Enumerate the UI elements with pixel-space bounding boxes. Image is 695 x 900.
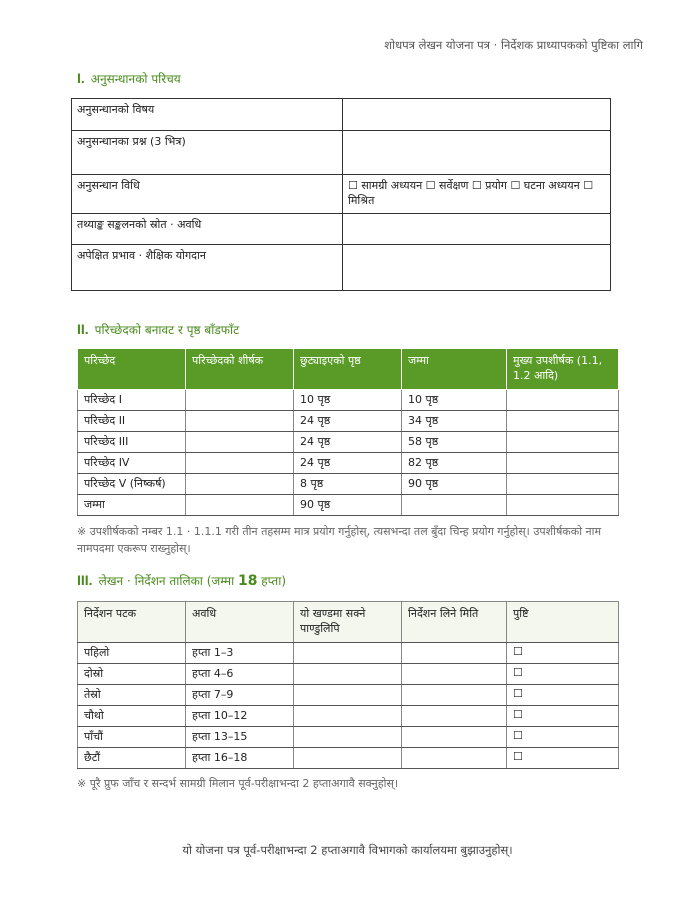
table-row xyxy=(72,245,611,291)
table-cell xyxy=(402,495,507,516)
table-cell[interactable] xyxy=(186,474,294,495)
confirm-checkbox[interactable]: ☐ xyxy=(507,664,619,685)
table-cell: परिच्छेद IV xyxy=(78,453,186,474)
table-cell: हप्ता 7–9 xyxy=(186,685,294,706)
column-header: परिच्छेद xyxy=(78,349,186,390)
table-cell[interactable] xyxy=(507,474,619,495)
section-1-heading xyxy=(77,70,181,87)
confirm-checkbox[interactable]: ☐ xyxy=(507,727,619,748)
table-cell: परिच्छेद III xyxy=(78,432,186,453)
table-row xyxy=(78,727,619,748)
section-2-number: II. xyxy=(77,321,89,337)
table-cell xyxy=(507,495,619,516)
table-cell: छैटौं xyxy=(78,748,186,769)
row-value[interactable] xyxy=(343,131,611,175)
table-row xyxy=(78,474,619,495)
row-label: अपेक्षित प्रभाव · शैक्षिक योगदान xyxy=(72,245,343,291)
table-cell: 58 पृष्ठ xyxy=(402,432,507,453)
table-cell: पहिलो xyxy=(78,643,186,664)
column-header: निर्देशन पटक xyxy=(78,602,186,643)
table-row xyxy=(78,748,619,769)
table-cell: 24 पृष्ठ xyxy=(294,432,402,453)
table-row xyxy=(78,390,619,411)
table-cell: परिच्छेद V (निष्कर्ष) xyxy=(78,474,186,495)
confirm-checkbox[interactable]: ☐ xyxy=(507,685,619,706)
table-cell: 24 पृष्ठ xyxy=(294,411,402,432)
table-row xyxy=(72,175,611,214)
table-cell: 90 पृष्ठ xyxy=(402,474,507,495)
table-row xyxy=(78,495,619,516)
table-row xyxy=(78,453,619,474)
table-cell: 82 पृष्ठ xyxy=(402,453,507,474)
table-cell: 10 पृष्ठ xyxy=(402,390,507,411)
table-cell[interactable] xyxy=(402,685,507,706)
table-cell[interactable] xyxy=(186,411,294,432)
row-label: अनुसन्धान विधि xyxy=(72,175,343,214)
table-cell: जम्मा xyxy=(78,495,186,516)
column-header: पुष्टि xyxy=(507,602,619,643)
table-cell[interactable] xyxy=(402,727,507,748)
row-label: तथ्याङ्क सङ्कलनको स्रोत · अवधि xyxy=(72,214,343,245)
table-cell[interactable] xyxy=(507,453,619,474)
table-cell[interactable] xyxy=(507,432,619,453)
table-cell[interactable] xyxy=(186,390,294,411)
section-2-title: परिच्छेदको बनावट र पृष्ठ बाँडफाँट xyxy=(94,323,240,337)
section-2-note: ※ उपशीर्षकको नम्बर 1.1 · 1.1.1 गरी तीन तहसम्म मात्र प्रयोग गर्नुहोस्, त्यसभन्दा तल बुँदा चिन्ह प्रयोग गर्नुहोस्। उपशीर्षकको नाम नामपदमा एकरूप राख्नुहोस्। xyxy=(77,525,602,555)
page-header: शोधपत्र लेखन योजना पत्र · निर्देशक प्राध्यापकको पुष्टिका लागि xyxy=(384,38,643,52)
table-cell[interactable] xyxy=(507,411,619,432)
section-2-heading xyxy=(77,321,239,338)
table-cell: परिच्छेद I xyxy=(78,390,186,411)
column-header: यो खण्डमा सक्ने पाण्डुलिपि xyxy=(294,602,402,643)
column-header: मुख्य उपशीर्षक (1.1, 1.2 आदि) xyxy=(507,349,619,390)
column-header: जम्मा xyxy=(402,349,507,390)
table-cell: 8 पृष्ठ xyxy=(294,474,402,495)
confirm-checkbox[interactable]: ☐ xyxy=(507,706,619,727)
confirm-checkbox[interactable]: ☐ xyxy=(507,748,619,769)
table-cell: दोस्रो xyxy=(78,664,186,685)
column-header: परिच्छेदको शीर्षक xyxy=(186,349,294,390)
section-3-note: ※ पूरै प्रुफ जाँच र सन्दर्भ सामग्री मिलान पूर्व-परीक्षाभन्दा 2 हप्ताअगावै सक्नुहोस्। xyxy=(77,777,399,790)
row-value[interactable] xyxy=(343,245,611,291)
table-cell[interactable] xyxy=(294,748,402,769)
guidance-schedule-table xyxy=(77,601,619,769)
table-cell: 34 पृष्ठ xyxy=(402,411,507,432)
table-cell xyxy=(186,495,294,516)
table-row xyxy=(78,706,619,727)
table-cell: हप्ता 4–6 xyxy=(186,664,294,685)
table-cell: 10 पृष्ठ xyxy=(294,390,402,411)
table-header-row xyxy=(78,602,619,643)
section-1-number: I. xyxy=(77,70,85,86)
table-row xyxy=(78,685,619,706)
table-cell[interactable] xyxy=(402,664,507,685)
method-options[interactable]: ☐ सामग्री अध्ययन ☐ सर्वेक्षण ☐ प्रयोग ☐ घटना अध्ययन ☐ मिश्रित xyxy=(343,175,611,214)
section-3-number: III. xyxy=(77,572,93,588)
table-row xyxy=(78,664,619,685)
table-row xyxy=(78,411,619,432)
table-cell[interactable] xyxy=(402,748,507,769)
table-cell[interactable] xyxy=(294,664,402,685)
table-cell: परिच्छेद II xyxy=(78,411,186,432)
table-cell[interactable] xyxy=(507,390,619,411)
table-header-row xyxy=(78,349,619,390)
chapter-structure-table xyxy=(77,348,619,516)
section-3-title-pre: लेखन · निर्देशन तालिका (जम्मा xyxy=(98,574,238,588)
table-cell[interactable] xyxy=(402,706,507,727)
column-header: अवधि xyxy=(186,602,294,643)
row-value[interactable] xyxy=(343,99,611,131)
table-cell: हप्ता 16–18 xyxy=(186,748,294,769)
table-cell[interactable] xyxy=(402,643,507,664)
table-row xyxy=(72,99,611,131)
table-cell: 24 पृष्ठ xyxy=(294,453,402,474)
table-cell: चौथो xyxy=(78,706,186,727)
section-3-title-post: हप्ता) xyxy=(257,574,286,588)
table-cell[interactable] xyxy=(294,643,402,664)
table-cell[interactable] xyxy=(294,706,402,727)
table-cell[interactable] xyxy=(294,727,402,748)
table-cell: हप्ता 13–15 xyxy=(186,727,294,748)
row-label: अनुसन्धानको विषय xyxy=(72,99,343,131)
table-row xyxy=(78,432,619,453)
table-cell: तेस्रो xyxy=(78,685,186,706)
section-3-title-num: 18 xyxy=(238,573,258,589)
table-row xyxy=(72,214,611,245)
table-row xyxy=(78,643,619,664)
column-header: छुट्याइएको पृष्ठ xyxy=(294,349,402,390)
table-cell[interactable] xyxy=(186,432,294,453)
row-value[interactable] xyxy=(343,214,611,245)
confirm-checkbox[interactable]: ☐ xyxy=(507,643,619,664)
table-cell: हप्ता 1–3 xyxy=(186,643,294,664)
table-cell[interactable] xyxy=(186,453,294,474)
section-1-title: अनुसन्धानको परिचय xyxy=(90,72,181,86)
table-cell: पाँचौं xyxy=(78,727,186,748)
research-intro-table xyxy=(71,98,611,291)
table-cell[interactable] xyxy=(294,685,402,706)
table-row xyxy=(72,131,611,175)
row-label: अनुसन्धानका प्रश्न (3 भित्र) xyxy=(72,131,343,175)
table-cell: 90 पृष्ठ xyxy=(294,495,402,516)
column-header: निर्देशन लिने मिति xyxy=(402,602,507,643)
section-3-heading xyxy=(77,572,286,589)
page-footer: यो योजना पत्र पूर्व-परीक्षाभन्दा 2 हप्ताअगावै विभागको कार्यालयमा बुझाउनुहोस्। xyxy=(182,843,513,857)
table-cell: हप्ता 10–12 xyxy=(186,706,294,727)
